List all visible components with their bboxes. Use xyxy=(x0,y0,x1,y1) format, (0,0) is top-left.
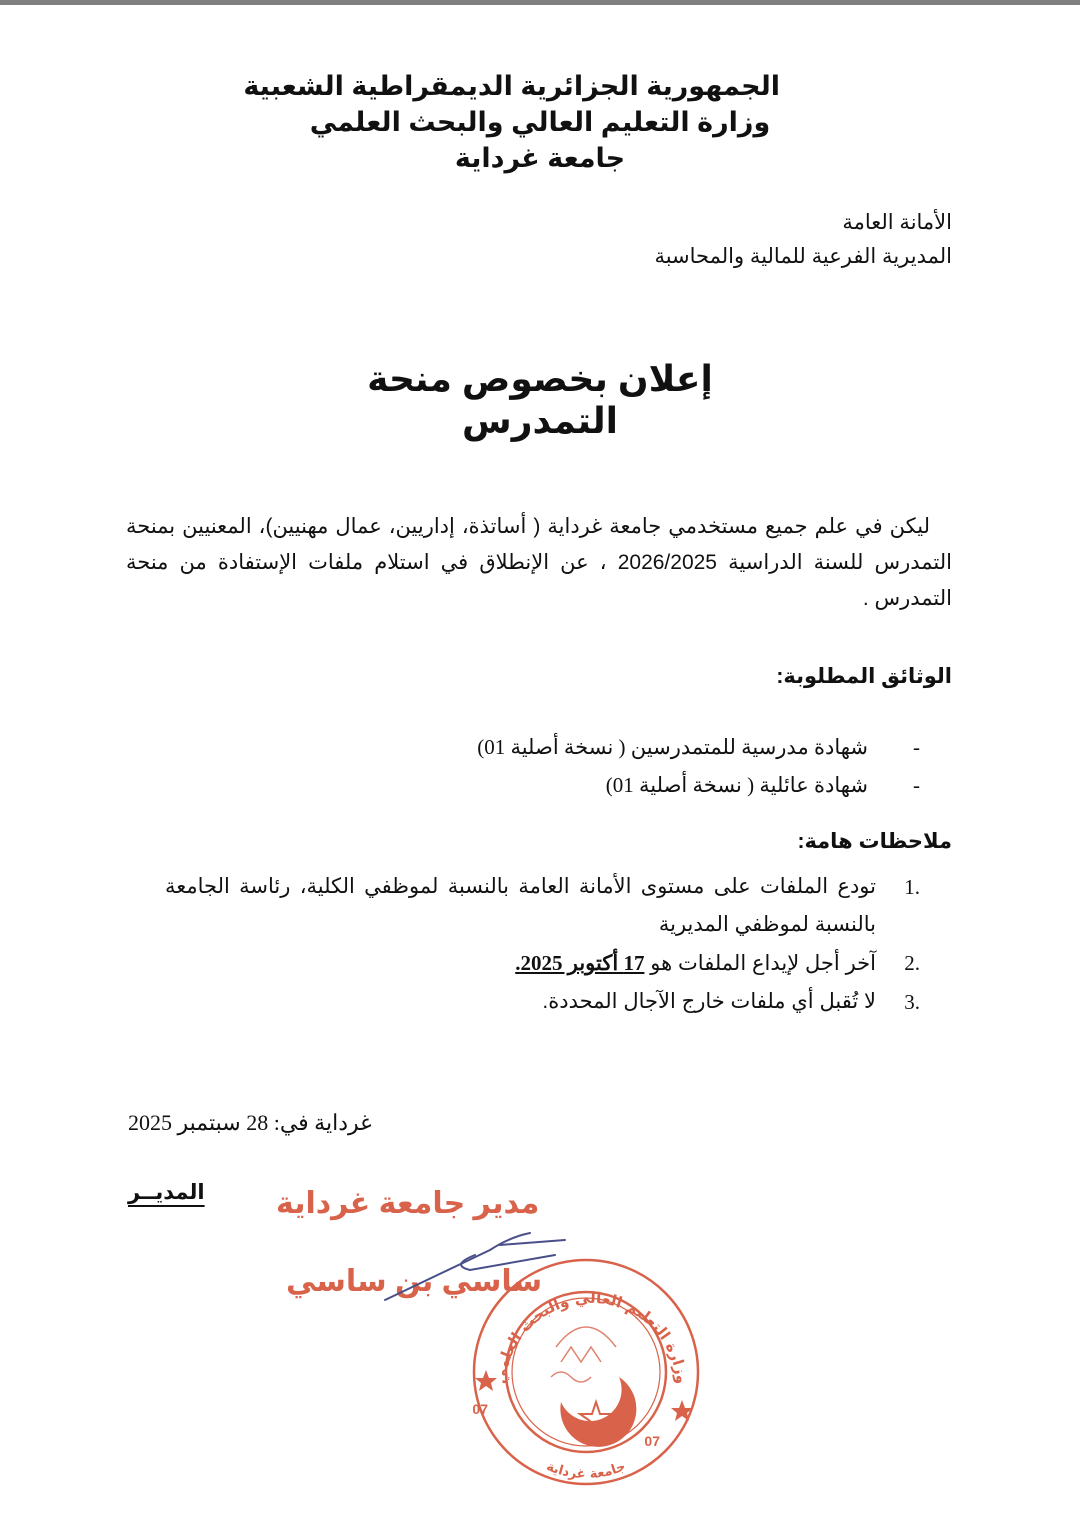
document-item-text: شهادة مدرسية للمتمدرسين ( نسخة أصلية 01) xyxy=(477,735,868,759)
department-general-secretariat: الأمانة العامة xyxy=(842,211,952,234)
letterhead xyxy=(243,68,780,176)
note-number: 1. xyxy=(904,875,920,899)
note-text: لا تُقبل أي ملفات خارج الآجال المحددة. xyxy=(542,990,876,1013)
letterhead-ministry: وزارة التعليم العالي والبحث العلمي xyxy=(309,107,771,137)
director-stamp-name: ساسي بن ساسي xyxy=(286,1265,543,1298)
letterhead-university: جامعة غرداية xyxy=(454,143,626,173)
seal-outer-text: وزارة التعليم العالي والبحث العلمي xyxy=(490,1288,691,1385)
department-block xyxy=(502,206,952,274)
document-item xyxy=(477,766,920,804)
note-item xyxy=(165,944,920,983)
note-number: 2. xyxy=(904,951,920,975)
note-number: 3. xyxy=(904,990,920,1014)
note-text: تودع الملفات على مستوى الأمانة العامة بالنسبة لموظفي الكلية، رئاسة الجامعة بالنسبة لموظفي المديرية xyxy=(165,875,876,936)
announcement-body: ليكن في علم جميع مستخدمي جامعة غرداية ( أساتذة، إداريين، عمال مهنيين)، المعنيين بمنحة التمدرس للسنة الدراسية 2026/2025 ، عن الإنطلاق في استلام ملفات الإستفادة من منحة التمدرس . xyxy=(126,515,952,610)
department-finance: المديرية الفرعية للمالية والمحاسبة xyxy=(654,245,952,268)
director-stamp-title: مدير جامعة غرداية xyxy=(276,1187,540,1220)
required-documents-list xyxy=(477,728,920,804)
note-text-wrapper xyxy=(165,944,876,983)
seal-bottom-text: جامعة غرداية xyxy=(544,1459,628,1483)
document-item-text: شهادة عائلية ( نسخة أصلية 01) xyxy=(605,773,868,797)
required-documents-heading: الوثائق المطلوبة: xyxy=(776,665,952,688)
note-text: آخر أجل لإيداع الملفات هو xyxy=(650,952,876,975)
letterhead-republic: الجمهورية الجزائرية الديمقراطية الشعبية xyxy=(243,71,780,101)
note-item xyxy=(165,868,920,944)
deadline-date: 17 أكتوبر 2025. xyxy=(515,951,645,975)
bullet-dash: - xyxy=(913,735,920,759)
announcement-title: إعلان بخصوص منحة التمدرس xyxy=(367,358,713,441)
seal-star-right xyxy=(671,1400,693,1421)
bullet-dash: - xyxy=(913,773,920,797)
place-and-date: غرداية في: 28 سبتمبر 2025 xyxy=(128,1110,372,1135)
seal-number-right: 07 xyxy=(644,1433,660,1449)
note-item xyxy=(165,983,920,1021)
handwritten-signature xyxy=(380,1225,570,1305)
seal-number-left: 07 xyxy=(472,1401,488,1417)
notes-list xyxy=(165,868,920,1021)
document-item xyxy=(477,728,920,766)
signatory-title: المديــر xyxy=(128,1181,205,1204)
notes-heading: ملاحظات هامة: xyxy=(797,830,952,853)
